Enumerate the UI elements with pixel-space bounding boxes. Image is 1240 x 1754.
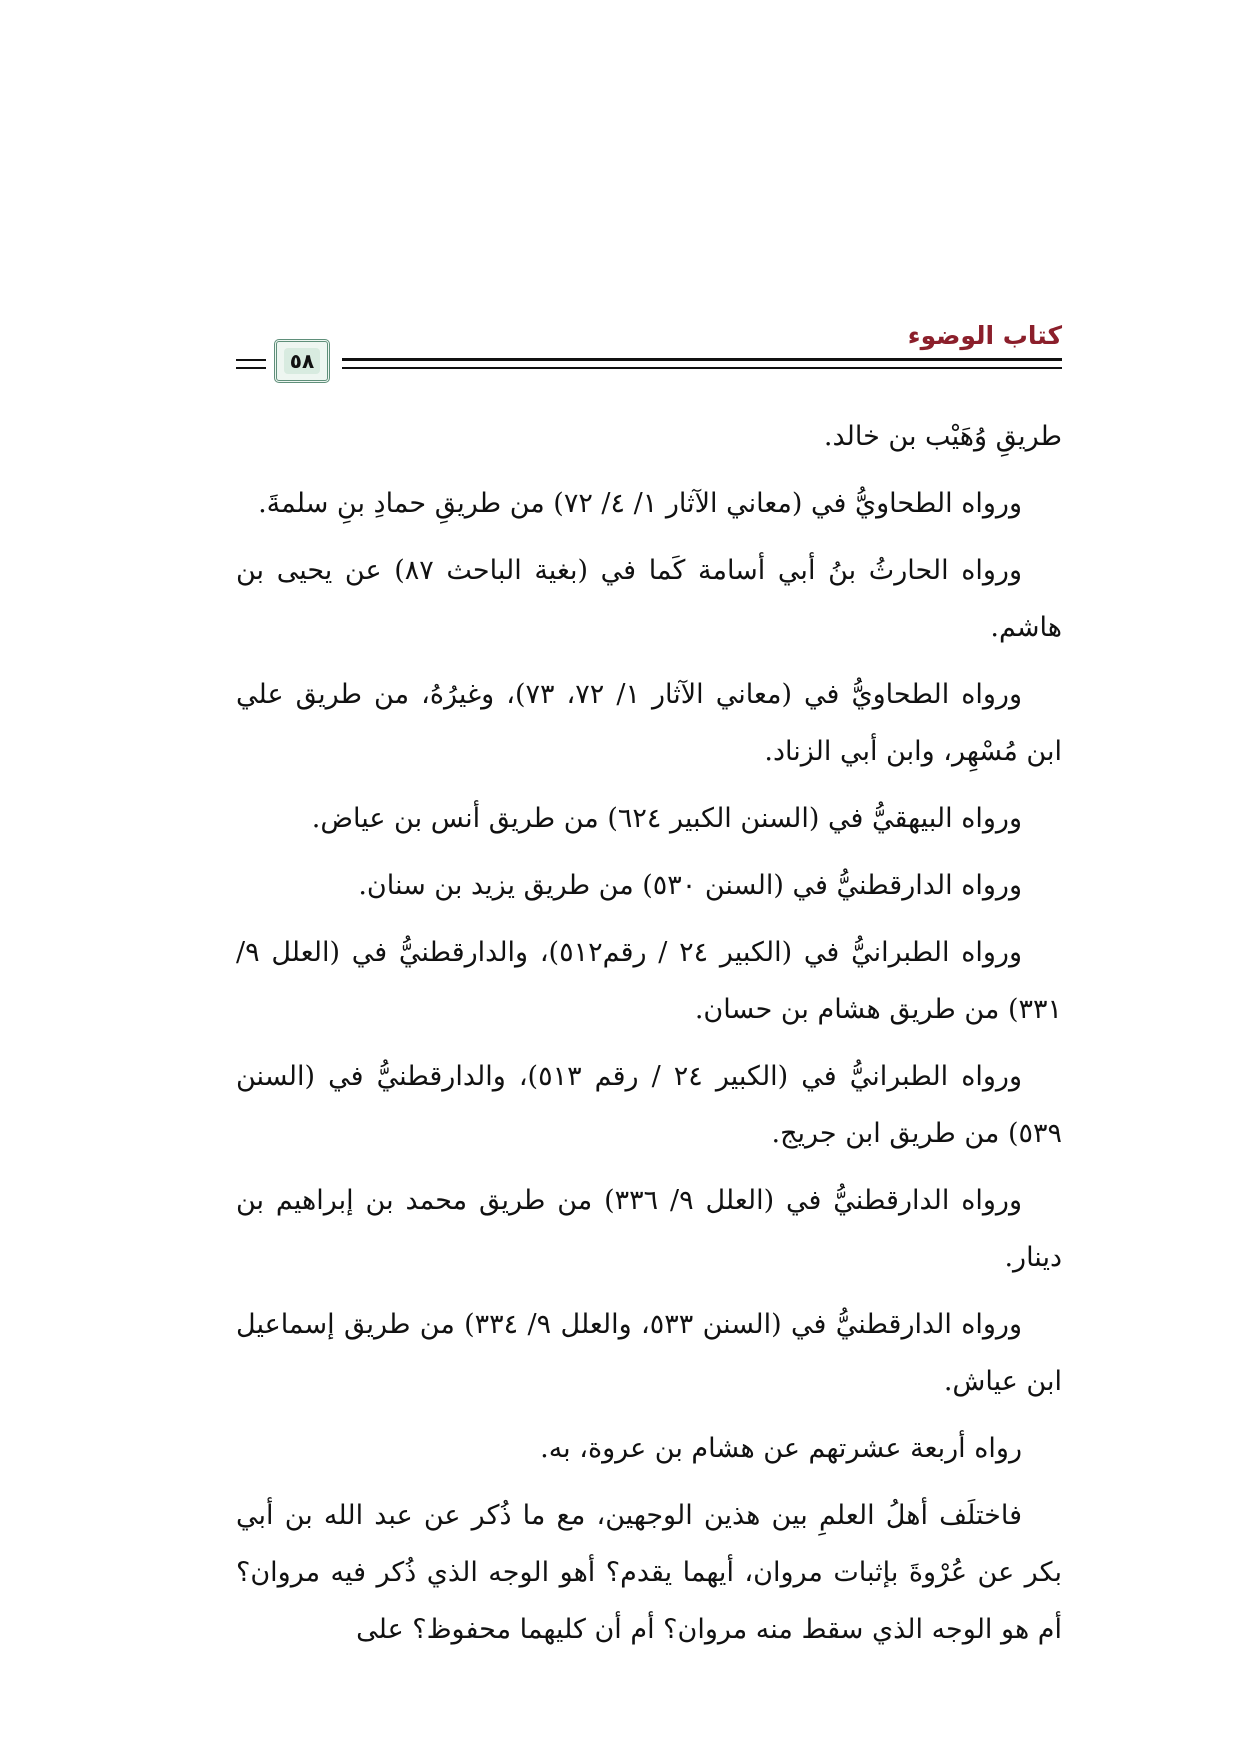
header-rule-left-top	[236, 359, 266, 361]
paragraph-12: فاختلَف أهلُ العلمِ بين هذين الوجهين، مع ما ذُكر عن عبد الله بن أبي بكر عن عُرْوةَ بإثبات مروان، أيهما يقدم؟ أهو الوجه الذي ذُكر فيه مروان؟ أم هو الوجه الذي سقط منه مروان؟ أم أن كليهما محفوظ؟ على	[236, 1500, 1062, 1645]
paragraph-10: ورواه الدارقطنيُّ في (السنن ٥٣٣، والعلل ٩/ ٣٣٤) من طريق إسماعيل ابن عياش.	[236, 1309, 1062, 1397]
paragraph-4: ورواه الطحاويُّ في (معاني الآثار ١/ ٧٢، ٧٣)، وغيرُهُ، من طريق علي ابن مُسْهِر، وابن أبي الزناد.	[236, 679, 1062, 767]
page-number: ٥٨	[284, 348, 320, 374]
page-body	[236, 408, 1062, 1668]
paragraph-3: ورواه الحارثُ بنُ أبي أسامة كَما في (بغية الباحث ٨٧) عن يحيى بن هاشم.	[236, 555, 1062, 643]
page-number-ornament-frame	[274, 339, 330, 383]
running-header-title: كتاب الوضوء	[907, 321, 1062, 350]
paragraph-8: ورواه الطبرانيُّ في (الكبير ٢٤ / رقم ٥١٣)، والدارقطنيُّ في (السنن ٥٣٩) من طريق ابن جريج.	[236, 1061, 1062, 1149]
paragraph-7: ورواه الطبرانيُّ في (الكبير ٢٤ / رقم٥١٢)، والدارقطنيُّ في (العلل ٩/ ٣٣١) من طريق هشام بن حسان.	[236, 937, 1062, 1025]
paragraph-9: ورواه الدارقطنيُّ في (العلل ٩/ ٣٣٦) من طريق محمد بن إبراهيم بن دينار.	[236, 1185, 1062, 1273]
paragraph-6: ورواه الدارقطنيُّ في (السنن ٥٣٠) من طريق يزيد بن سنان.	[358, 870, 1022, 901]
paragraph-5: ورواه البيهقيُّ في (السنن الكبير ٦٢٤) من طريق أنس بن عياض.	[311, 803, 1022, 834]
header-rule-left-bottom	[236, 367, 266, 369]
paragraph-2: ورواه الطحاويُّ في (معاني الآثار ١/ ٤/ ٧٢) من طريقِ حمادِ بنِ سلمةَ.	[258, 488, 1022, 519]
paragraph-11: رواه أربعة عشرتهم عن هشام بن عروة، به.	[540, 1433, 1022, 1464]
header-rule-bottom	[342, 367, 1062, 369]
paragraph-1: طريقِ وُهَيْب بن خالد.	[823, 421, 1062, 452]
page-header	[236, 318, 1062, 390]
header-rule-top	[342, 358, 1062, 361]
